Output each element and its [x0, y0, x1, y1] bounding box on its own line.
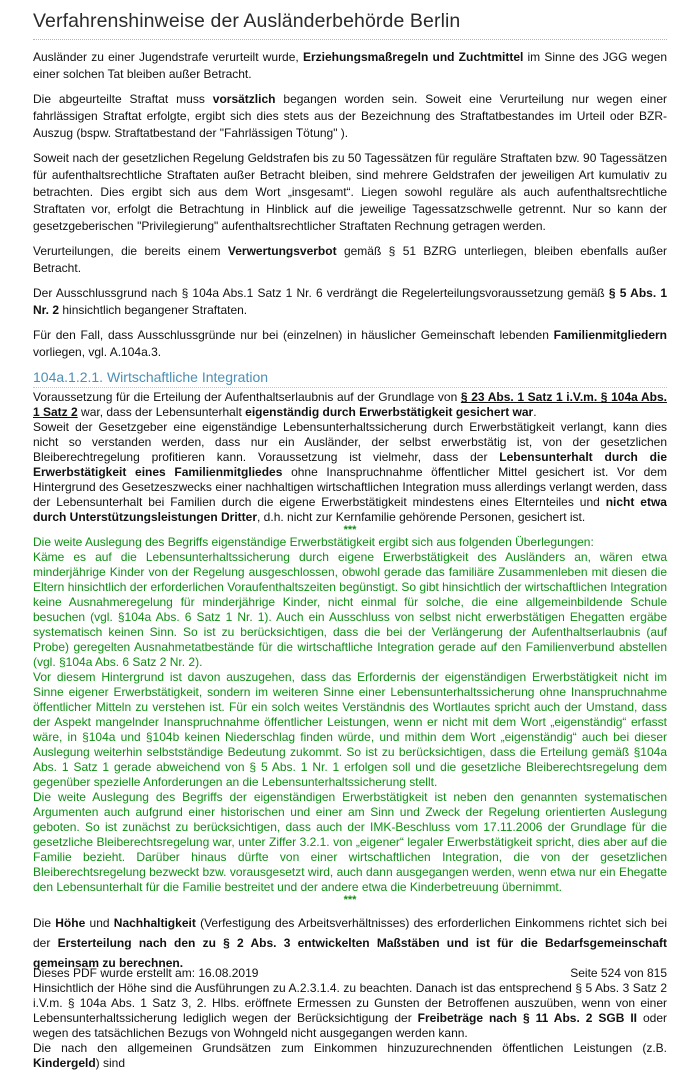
green-paragraph: Vor diesem Hintergrund ist davon auszugehen, dass das Erfordernis der eigenständigen Erwerbstätigkeit nicht im Sinne eigener Erwerbstätigkeit, sondern im weiteren Sinne einer Lebensunterhaltssicherung ohne Inanspruchnahme öffentlicher Mitteln zu verstehen ist. Für ein solch weites Verständnis des Wortlautes spricht auch der Umstand, dass der Aspekt mangelnder Inanspruchnahme öffentlicher Leistungen, wenn er nicht mit dem Wort „eigenständig“ erfasst wäre, in §104a und §104b keinen Niederschlag finden würde, und mithin dem Wort „eigenständig“ auch bei dieser Auslegung weiterhin selbstständige Bedeutung zukommt. So ist zu berücksichtigen, dass die Erteilung gemäß §104a Abs. 1 Satz 1 gerade abweichend von § 5 Abs. 1 Nr. 1 erfolgen soll und die gesetzliche Bleiberechtsregelung dem gegenüber spezielle Anforderungen an die Lebensunterhaltssicherung stellt. — [33, 670, 667, 789]
section-heading: 104a.1.2.1. Wirtschaftliche Integration — [33, 369, 667, 388]
text-run: im Sinne des JGG wegen einer solchen Tat bleiben außer Betracht. — [33, 50, 667, 81]
separator-stars: *** — [343, 524, 357, 536]
text-run: (Verfestigung des Arbeitsverhältnisses) des erforderlichen Einkommens richtet sich bei der — [33, 916, 667, 950]
text-run: ohne Inanspruchnahme öffentlicher Mittel gesichert ist. Vor dem Hintergrund des Gesetzeszwecks einer nachhaltigen wirtschaftlichen Integration muss allerdings verlangt werden, dass der Lebensunterhalt bei Familien durch die eigene Erwerbstätigkeit mindestens eines Elternteiles und — [33, 465, 667, 509]
paragraph — [33, 150, 667, 235]
bold-text: nicht etwa durch Unterstützungsleistungen Dritter — [33, 495, 667, 524]
bold-text: Verwertungsverbot — [227, 244, 337, 258]
paragraph — [33, 285, 667, 319]
bold-text: Kindergeld — [33, 1056, 96, 1070]
text-run: . — [533, 405, 537, 419]
text-run: vorliegen, vgl. A.104a.3. — [33, 345, 162, 359]
bold-text: vorsätzlich — [212, 92, 276, 106]
bold-text: Lebensunterhalt durch die Erwerbstätigkeit eines Familienmitgliedes — [33, 450, 667, 479]
bold-text: § 23 Abs. 1 Satz 1 i.V.m. § 104a Abs. 1 Satz 2 — [33, 390, 667, 419]
text-run: Der Ausschlussgrund nach § 104a Abs.1 Satz 1 Nr. 6 verdrängt die Regelerteilungsvoraussetzung gemäß — [33, 286, 609, 300]
text-run: oder wegen des tatsächlichen Bezugs von Wohngeld nicht ausgegangen werden kann. — [33, 1011, 667, 1040]
text-run: Für den Fall, dass Ausschlussgründe nur bei (einzelnen) in häuslicher Gemeinschaft lebenden — [33, 328, 554, 342]
paragraph — [33, 91, 667, 142]
paragraph — [33, 981, 667, 1041]
text-run: Soweit nach der gesetzlichen Regelung Geldstrafen bis zu 50 Tagessätzen für reguläre Straftaten bzw. 90 Tagessätzen für aufenthaltsrechtliche Straftaten außer Betracht bleiben, sind mehrere Geldstrafen der jeweiligen Art kumulativ zu betrachten. Dies ergibt sich aus dem Wort „insgesamt“. Liegen sowohl reguläre als auch aufenthaltsrechtliche Straftaten vor, erfolgt die Betrachtung in Hinblick auf die jeweilige Tagessatzschwelle getrennt. Nur so kann der gesetzgeberischen "Privilegierung" aufenthaltsrechtlicher Straftaten Rechnung getragen werden. — [33, 151, 667, 233]
bold-text: Ersterteilung nach den zu § 2 Abs. 3 entwickelten Maßstäben und ist für die Bedarfsgemeinschaft gemeinsam zu berechnen. — [33, 936, 668, 970]
bold-text: eigenständig durch Erwerbstätigkeit gesichert war — [245, 405, 534, 419]
bold-text: Höhe — [55, 916, 86, 930]
text-run: Ausländer zu einer Jugendstrafe verurteilt wurde, — [33, 50, 303, 64]
paragraph — [33, 327, 667, 361]
text-run: Soweit der Gesetzgeber eine eigenständige Lebensunterhaltssicherung durch Erwerbstätigkeit verlangt, kann dies nicht so verstanden werden, dass nur ein Ausländer, der selbst erwerbstätig ist, von der gesetzlichen Bleiberechtregelung profitieren kann. Voraussetzung ist vielmehr, dass der — [33, 420, 667, 464]
text-run: Verurteilungen, die bereits einem — [33, 244, 228, 258]
section-criminal-offences — [33, 49, 667, 361]
text-run: Hinsichtlich der Höhe sind die Ausführungen zu A.2.3.1.4. zu beachten. Danach ist das entsprechend § 5 Abs. 3 Satz 2 i.V.m. § 104a Abs. 1 Satz 3, 2. Hlbs. eröffnete Ermessen zu Gunsten der Betroffenen auszuüben, wenn von einer Lebensunterhaltssicherung lediglich wegen der Berücksichtigung der — [33, 981, 667, 1025]
green-paragraph: Käme es auf die Lebensunterhaltssicherung durch eigene Erwerbstätigkeit des Ausländers an, wären etwa minderjährige Kinder von der Regelung ausgeschlossen, obwohl gerade das familiäre Zusammenleben mit diesen die Eltern hinsichtlich der erforderlichen Voraufenthaltszeiten begünstigt. So gibt hinsichtlich der wirtschaftlichen Integration keine Ausnahmeregelung für minderjährige Kinder, nicht einmal für solche, die eine allgemeinbildende Schule besuchen (vgl. §104a Abs. 6 Satz 1 Nr. 1). Auch ein Ausschluss von selbst nicht erwerbstätigen Ehegatten ergäbe systematisch keinen Sinn. So ist zu berücksichtigen, dass die bei der Verlängerung der Aufenthaltserlaubnis (auf Probe) geregelten Ausnahmetatbestände für die wirtschaftliche Integration gerade auf den Familienverbund abstellen (vgl. §104a Abs. 6 Satz 2 Nr. 2). — [33, 550, 667, 669]
paragraph — [33, 49, 667, 83]
text-run: ) sind — [95, 1056, 126, 1070]
text-run: gemäß § 51 BZRG unterliegen, bleiben ebenfalls außer Betracht. — [33, 244, 667, 275]
bold-text: § 5 Abs. 1 Nr. 2 — [33, 286, 667, 317]
document-page — [33, 0, 667, 1071]
paragraph — [33, 420, 667, 525]
text-run: Die abgeurteilte Straftat muss — [33, 92, 213, 106]
bold-text: Familienmitgliedern — [553, 328, 667, 342]
text-run: Die nach den allgemeinen Grundsätzen zum Einkommen hinzuzurechnenden öffentlichen Leistungen (z.B. — [33, 1041, 667, 1055]
page-title: Verfahrenshinweise der Ausländerbehörde Berlin — [33, 0, 667, 40]
bold-text: Erziehungsmaßregeln und Zuchtmittel — [302, 50, 524, 64]
text-run: Voraussetzung für die Erteilung der Aufenthaltserlaubnis auf der Grundlage von — [33, 390, 461, 404]
green-paragraph: Die weite Auslegung des Begriffs eigenständige Erwerbstätigkeit ergibt sich aus folgenden Überlegungen: — [33, 535, 594, 549]
text-run: und — [85, 916, 114, 930]
footer-page-number: Seite 524 von 815 — [570, 966, 667, 980]
paragraph — [33, 1041, 667, 1071]
bold-text: Nachhaltigkeit — [113, 916, 196, 930]
text-run: begangen worden sein. Soweit eine Verurteilung nur wegen einer fahrlässigen Straftat erfolgte, ergibt sich dies stets aus der Bezeichnung des Straftatbestandes im Urteil oder BZR-Auszug (bspw. Straftatbestand der "Fahrlässigen Tötung" ). — [33, 92, 667, 140]
paragraph — [33, 913, 667, 973]
separator-stars: *** — [343, 894, 357, 906]
text-run: hinsichtlich begangener Straftaten. — [59, 303, 248, 317]
paragraph — [33, 243, 667, 277]
text-run: war, dass der Lebensunterhalt — [77, 405, 246, 419]
green-paragraph: Die weite Auslegung des Begriffs der eigenständigen Erwerbstätigkeit ist neben den genannten systematischen Argumenten auch aufgrund einer historischen und einer am Sinn und Zweck der Regelung orientierten Auslegung geboten. So ist zunächst zu berücksichtigen, dass auch der IMK-Beschluss vom 17.11.2006 der Grundlage für die gesetzliche Bleiberechtsregelung war, unter Ziffer 3.2.1. von „eigener“ legaler Erwerbstätigkeit spricht, dies aber auf die Familie bezieht. Darüber hinaus dürfte von einer wirtschaftlichen Integration, die von der gesetzlichen Bleiberechtsregelung bezweckt bzw. vorausgesetzt wird, auch dann ausgegangen werden, wenn etwa nur ein Ehegatte den Lebensunterhalt für die Familie bestreitet und der andere etwa die Kinderbetreuung übernimmt. — [33, 790, 667, 894]
text-run: Die — [33, 916, 56, 930]
text-run: , d.h. nicht zur Kernfamilie gehörende Personen, gesichert ist. — [257, 510, 586, 524]
footer-created-date: Dieses PDF wurde erstellt am: 16.08.2019 — [33, 966, 259, 980]
bold-text: Freibeträge nach § 11 Abs. 2 SGB II — [417, 1011, 638, 1025]
paragraph — [33, 390, 667, 420]
